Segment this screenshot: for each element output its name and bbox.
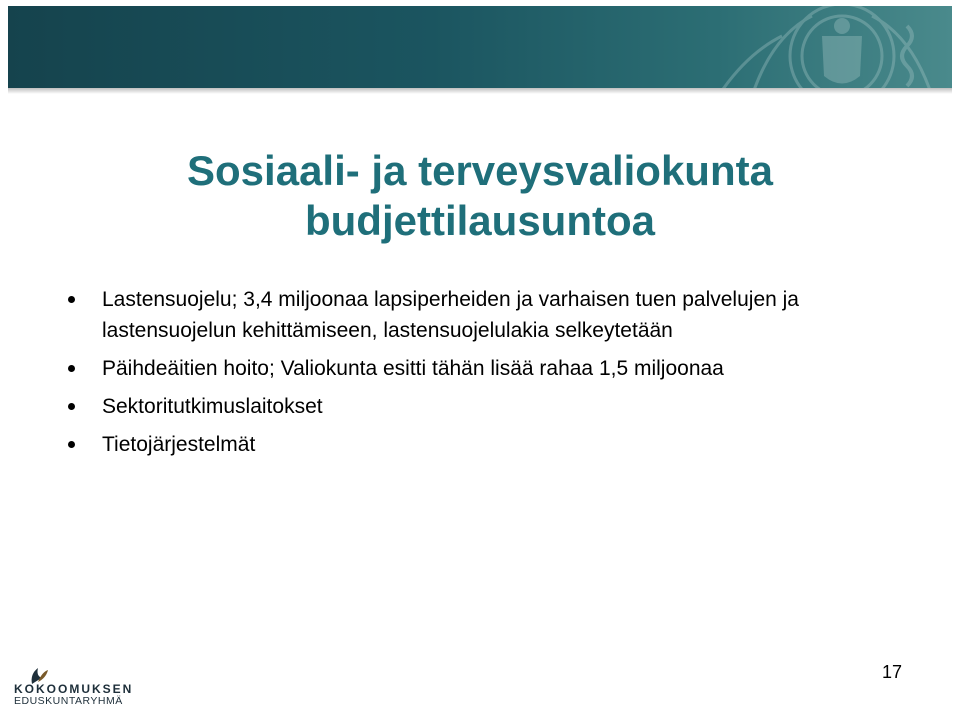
bullet-text: Sektoritutkimuslaitokset xyxy=(102,395,323,418)
page-number: 17 xyxy=(881,662,902,682)
logo-text-line1: KOKOOMUKSEN xyxy=(14,682,134,696)
logo-text-line2: EDUSKUNTARYHMÄ xyxy=(14,695,123,707)
bullet-item xyxy=(62,391,932,422)
slide-title-line2: budjettilausuntoa xyxy=(305,197,655,245)
slide-title xyxy=(0,146,960,246)
bullet-item xyxy=(62,353,932,384)
bullet-text: Päihdeäitien hoito; Valiokunta esitti tähän lisää rahaa 1,5 miljoonaa xyxy=(102,357,724,380)
bullet-item xyxy=(62,429,932,460)
bullet-dot-icon xyxy=(68,441,75,448)
bullet-dot-icon xyxy=(68,403,75,410)
party-logo xyxy=(14,666,164,706)
bullet-text: Tietojärjestelmät xyxy=(102,433,256,456)
bullet-dot-icon xyxy=(68,365,75,372)
coat-of-arms-emblem-icon xyxy=(692,6,952,88)
slide-title-line1: Sosiaali- ja terveysvaliokunta xyxy=(187,147,773,195)
header-shadow xyxy=(8,88,952,94)
bullet-list xyxy=(62,284,932,467)
bullet-text: Lastensuojelu; 3,4 miljoonaa lapsiperheiden ja varhaisen tuen palvelujen ja lastensuojelun kehittämiseen, lastensuojelulakia selkeytetään xyxy=(102,288,799,342)
bullet-dot-icon xyxy=(68,296,75,303)
bullet-item xyxy=(62,284,932,346)
header-bar xyxy=(8,6,952,88)
